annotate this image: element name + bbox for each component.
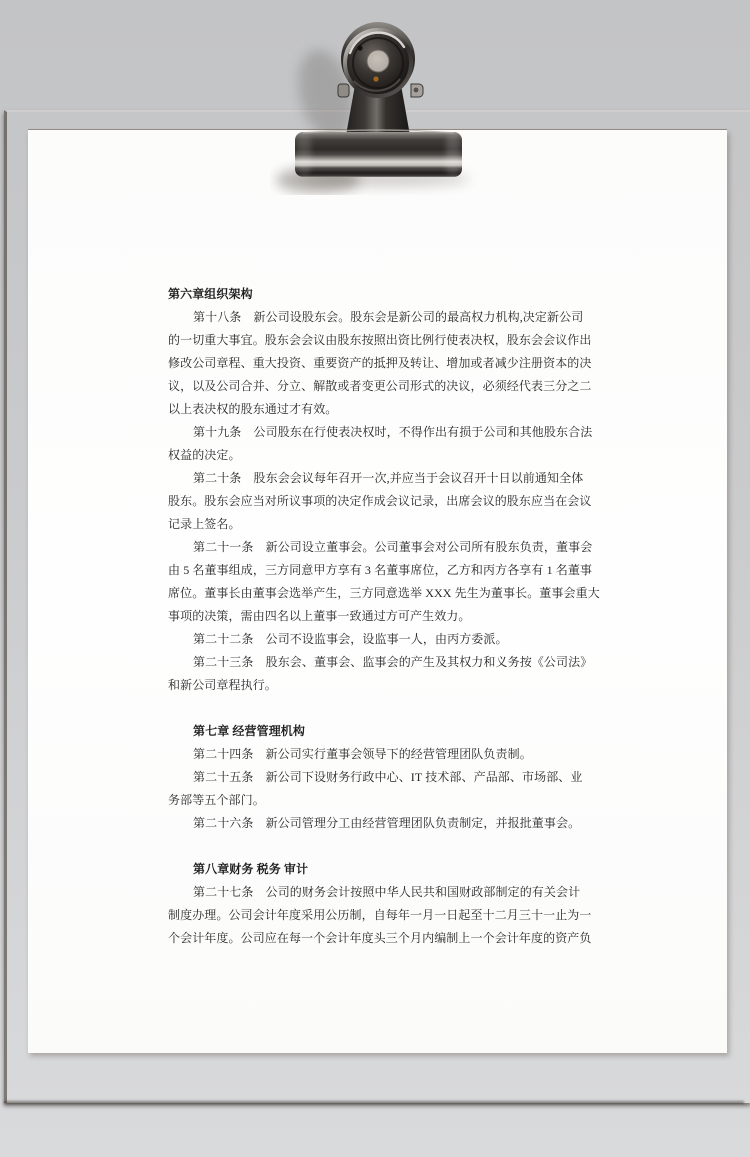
clip-disc-amber-dot xyxy=(373,76,378,81)
document-line: 事项的决策，需由四名以上董事一致通过方可产生效力。 xyxy=(168,609,471,623)
clip-right-lug-hole xyxy=(414,88,419,93)
document-line: 个会计年度。公司应在每一个会计年度头三个月内编制上一个会计年度的资产负 xyxy=(168,931,592,945)
document-line: 第二十四条 新公司实行董事会领导下的经营管理团队负责制。 xyxy=(193,747,532,761)
chapter-heading: 第八章财务 税务 审计 xyxy=(193,862,309,876)
document-line: 议，以及公司合并、分立、解散或者变更公司形式的决议，必须经代表三分之二 xyxy=(168,379,592,393)
chapter-heading: 第六章组织架构 xyxy=(168,287,253,301)
document-line: 第二十一条 新公司设立董事会。公司董事会对公司所有股东负责，董事会 xyxy=(193,540,593,554)
document-line: 的一切重大事宜。股东会会议由股东按照出资比例行使表决权，股东会会议作出 xyxy=(168,333,592,347)
document-line: 修改公司章程、重大投资、重要资产的抵押及转让、增加或者减少注册资本的决 xyxy=(168,356,592,370)
clip-bar-left-sheen xyxy=(297,134,311,175)
document-line: 记录上签名。 xyxy=(168,517,241,531)
document-line: 第二十条 股东会会议每年召开一次,并应当于会议召开十日以前通知全体 xyxy=(193,471,584,485)
document-line: 第二十二条 公司不设监事会，设监事一人，由丙方委派。 xyxy=(193,632,508,646)
paper-sheet xyxy=(28,130,727,1053)
document-line: 第十九条 公司股东在行使表决权时，不得作出有损于公司和其他股东合法 xyxy=(193,425,593,439)
chapter-heading: 第七章 经营管理机构 xyxy=(193,724,306,738)
document-line: 第二十六条 新公司管理分工由经营管理团队负责制定，并报批董事会。 xyxy=(193,816,581,830)
document-line: 以上表决权的股东通过才有效。 xyxy=(168,402,338,416)
clip-disc-small-hole xyxy=(357,45,362,50)
document-line: 和新公司章程执行。 xyxy=(168,678,277,692)
document-line: 第二十三条 股东会、董事会、监事会的产生及其权力和义务按《公司法》 xyxy=(193,655,593,669)
blank-line xyxy=(168,835,598,858)
clip-center-hole xyxy=(367,50,389,72)
document-line: 第二十七条 公司的财务会计按照中华人民共和国财政部制定的有关会计 xyxy=(193,885,581,899)
clip-bar-right-sheen xyxy=(446,134,460,175)
document-line: 席位。董事长由董事会选举产生，三方同意选举 XXX 先生为董事长。董事会重大 xyxy=(168,586,600,600)
metal-spring-clip-icon xyxy=(270,15,480,195)
document-line: 由 5 名董事组成，三方同意甲方享有 3 名董事席位，乙方和丙方各享有 1 名董事 xyxy=(168,563,593,577)
document-line: 务部等五个部门。 xyxy=(168,793,265,807)
document-line: 股东。股东会应当对所议事项的决定作成会议记录，出席会议的股东应当在会议 xyxy=(168,494,592,508)
clip-bar xyxy=(295,132,462,177)
document-line: 制度办理。公司会计年度采用公历制，自每年一月一日起至十二月三十一止为一 xyxy=(168,908,592,922)
document-line: 第二十五条 新公司下设财务行政中心、IT 技术部、产品部、市场部、业 xyxy=(193,770,583,784)
document-line: 第十八条 新公司设股东会。股东会是新公司的最高权力机构,决定新公司 xyxy=(193,310,584,324)
clipboard-board-shadow xyxy=(4,1101,744,1104)
blank-line xyxy=(168,697,598,720)
document-text xyxy=(168,283,598,950)
clip-left-lug xyxy=(338,84,349,97)
document-line: 权益的决定。 xyxy=(168,448,241,462)
